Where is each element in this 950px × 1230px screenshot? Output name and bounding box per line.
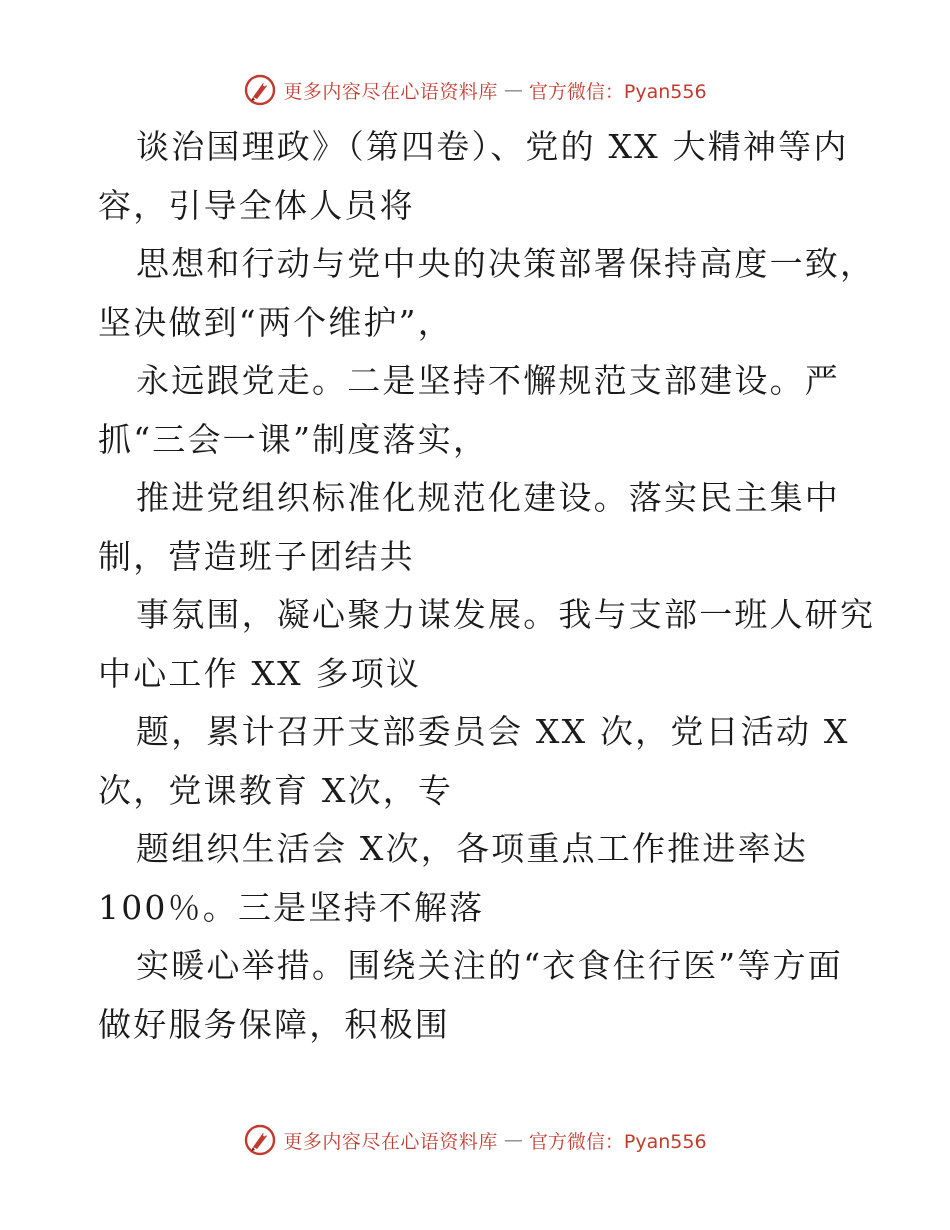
paragraph-line: 题组织生活会 X次，各项重点工作推进率达 — [136, 829, 808, 868]
paragraph — [98, 703, 868, 820]
paragraph-line: 思想和行动与党中央的决策部署保持高度一致， — [136, 244, 876, 283]
paragraph-line: 100％。三是坚持不解落 — [98, 887, 485, 927]
pen-nib-circle-icon — [243, 1123, 277, 1157]
paragraph-line: 永远跟党走。二是坚持不懈规范支部建设。严 — [136, 361, 840, 400]
header-watermark — [0, 70, 950, 110]
paragraph — [98, 235, 876, 352]
paragraph-line: 题，累计召开支部委员会 XX 次，党日活动 X — [136, 712, 850, 751]
paragraph-line: 抓“三会一课”制度落实， — [98, 419, 489, 459]
paragraph-line: 次，党课教育 X次，专 — [98, 770, 454, 810]
paragraph-line: 制，营造班子团结共 — [98, 536, 415, 576]
paragraph-line: 坚决做到“两个维护”， — [98, 302, 453, 342]
site-name-text: 更多内容尽在心语资料库 — [283, 80, 498, 103]
paragraph — [98, 586, 876, 703]
paragraph-line: 实暖心举措。围绕关注的“衣食住行医”等方面 — [136, 946, 843, 985]
pen-nib-circle-icon — [243, 73, 277, 107]
paragraph-line: 容，引导全体人员将 — [98, 185, 415, 225]
paragraph — [98, 937, 868, 1054]
paragraph — [98, 118, 868, 235]
paragraph — [98, 469, 868, 586]
paragraph-line: 推进党组织标准化规范化建设。落实民主集中 — [136, 478, 840, 517]
footer-watermark — [0, 1120, 950, 1160]
separator: — — [503, 1129, 523, 1151]
document-body — [98, 118, 876, 1054]
paragraph-line: 谈治国理政》（第四卷）、党的 XX 大精神等内 — [136, 127, 849, 166]
paragraph-line: 事氛围，凝心聚力谋发展。我与支部一班人研究 — [136, 595, 876, 634]
paragraph — [98, 352, 868, 469]
site-name-text: 更多内容尽在心语资料库 — [283, 1130, 498, 1153]
wechat-id-text: 官方微信：Pyan556 — [528, 80, 707, 103]
paragraph — [98, 820, 868, 937]
wechat-id-text: 官方微信：Pyan556 — [528, 1130, 707, 1153]
separator: — — [503, 79, 523, 101]
paragraph-line: 中心工作 XX 多项议 — [98, 653, 422, 693]
paragraph-line: 做好服务保障，积极围 — [98, 1004, 450, 1044]
